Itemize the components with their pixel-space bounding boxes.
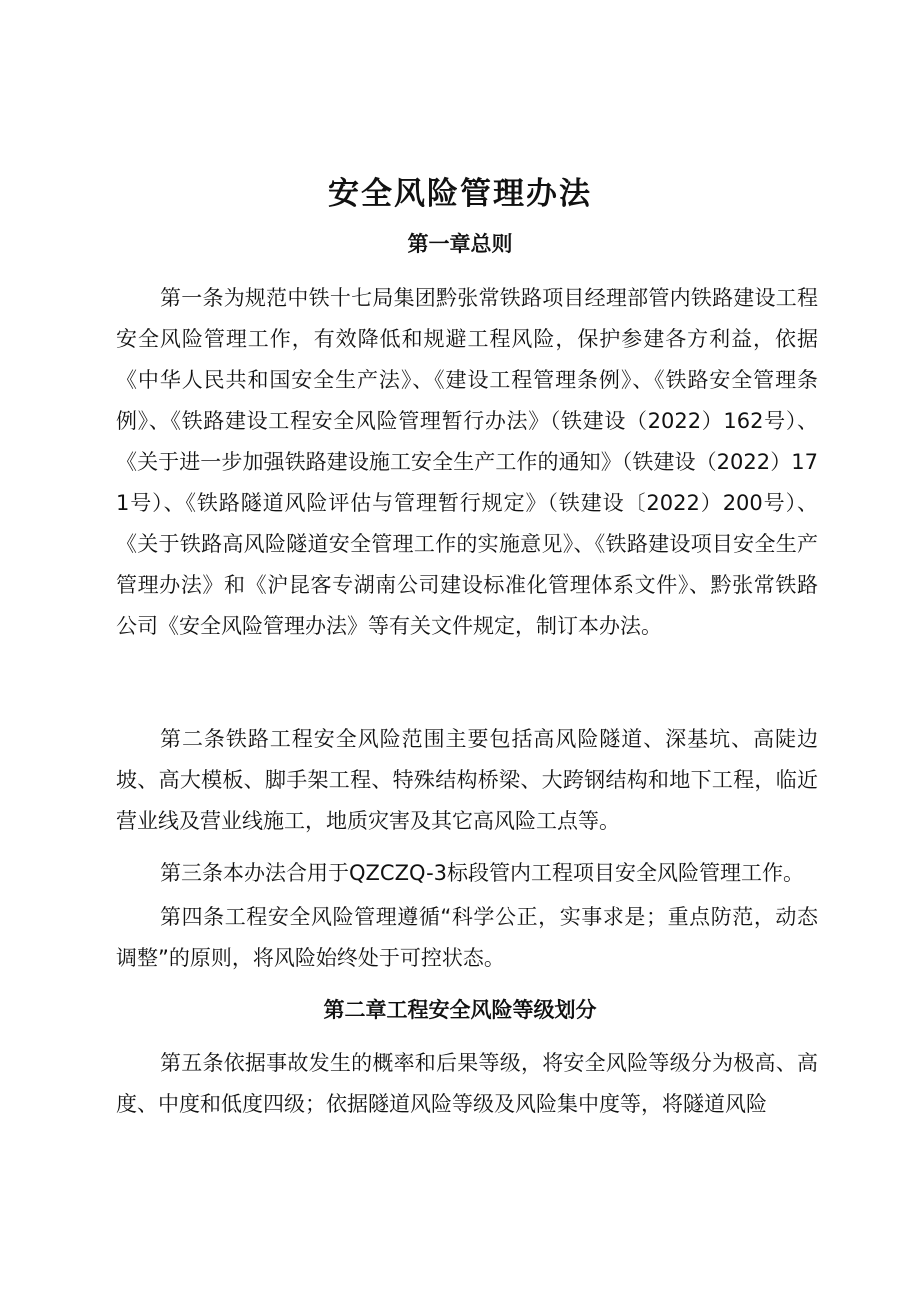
article-3: 第三条本办法合用于QZCZQ-3标段管内工程项目安全风险管理工作。: [160, 861, 805, 885]
chapter-heading-2: 第二章工程安全风险等级划分: [323, 998, 597, 1022]
article-5: 第五条依据事故发生的概率和后果等级，将安全风险等级分为极高、高度、中度和低度四级；依据隧道风险等级及风险集中度等，将隧道风险: [116, 1051, 818, 1116]
article-4: 第四条工程安全风险管理遵循“科学公正，实事求是；重点防范，动态调整”的原则，将风险始终处于可控状态。: [116, 905, 818, 970]
document-title: 安全风险管理办法: [328, 176, 592, 212]
article-1: 第一条为规范中铁十七局集团黔张常铁路项目经理部管内铁路建设工程安全风险管理工作，有效降低和规避工程风险，保护参建各方利益，依据《中华人民共和国安全生产法》、《建设工程管理条例》、《铁路安全管理条例》、《铁路建设工程安全风险管理暂行办法》（铁建设（2022）162号）、《关于进一步加强铁路建设施工安全生产工作的通知》（铁建设（2022）171号）、《铁路隧道风险评估与管理暂行规定》（铁建设〔2022）200号）、《关于铁路高风险隧道安全管理工作的实施意见》、《铁路建设项目安全生产管理办法》和《沪昆客专湖南公司建设标准化管理体系文件》、黔张常铁路公司《安全风险管理办法》等有关文件规定，制订本办法。: [116, 286, 818, 638]
article-2: 第二条铁路工程安全风险范围主要包括高风险隧道、深基坑、高陡边坡、高大模板、脚手架工程、特殊结构桥梁、大跨钢结构和地下工程，临近营业线及营业线施工，地质灾害及其它高风险工点等。: [116, 727, 818, 833]
chapter-heading-1: 第一章总则: [407, 232, 513, 256]
